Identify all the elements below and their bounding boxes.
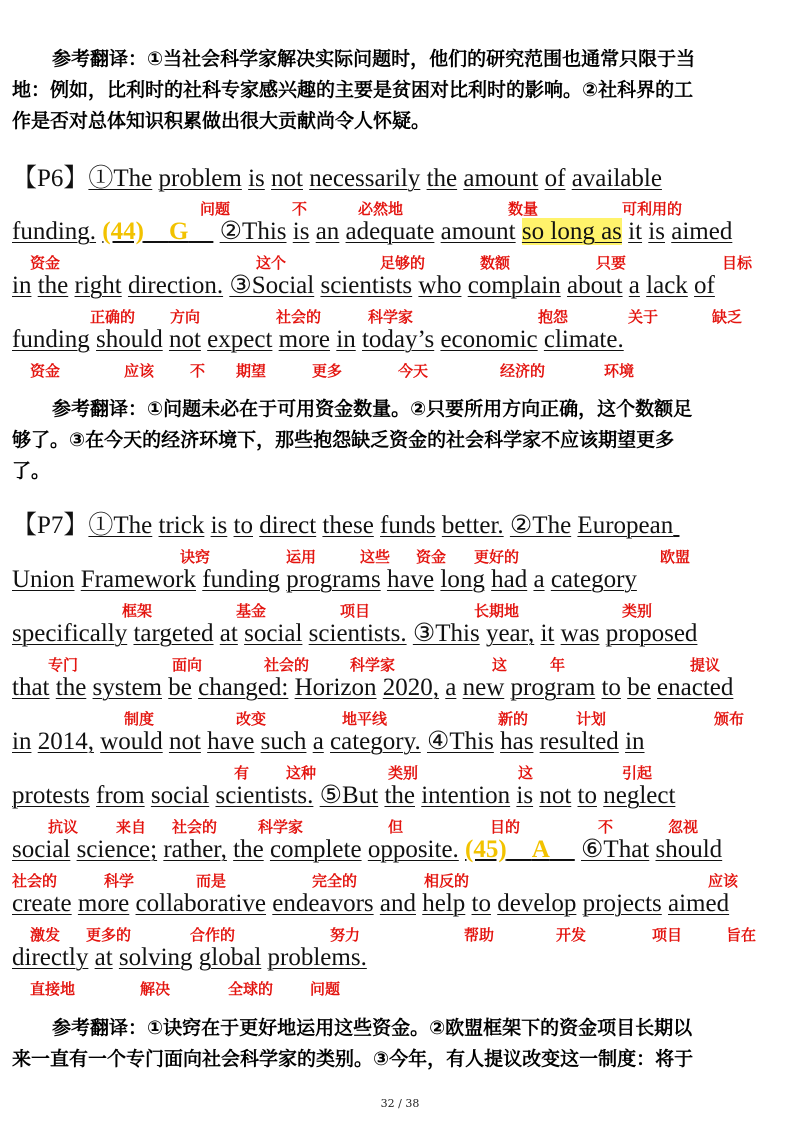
gloss-word: 应该 bbox=[124, 362, 155, 380]
gloss-word: 今天 bbox=[398, 362, 429, 380]
gloss-word: 欧盟 bbox=[660, 548, 691, 566]
gloss-word: 方向 bbox=[170, 308, 201, 326]
p7-line-4: that the system be changed: Horizon 2020, a new program to be enacted bbox=[12, 674, 734, 701]
gloss-word: 经济的 bbox=[500, 362, 546, 380]
gloss-word: 缺乏 bbox=[712, 308, 743, 326]
gloss-word: 引起 bbox=[622, 764, 653, 782]
gloss-word: 资金 bbox=[416, 548, 447, 566]
p7-line-9: directly at solving global problems. bbox=[12, 944, 367, 971]
gloss-word: 不 bbox=[292, 200, 308, 218]
gloss-word: 必然地 bbox=[358, 200, 404, 218]
page-number bbox=[0, 1097, 800, 1110]
p7-line-8: create more collaborative endeavors and help to develop projects aimed bbox=[12, 890, 730, 917]
p6-line-3: in the right direction. ③Social scientists who complain about a lack of bbox=[12, 272, 715, 299]
gloss-word: 抱怨 bbox=[538, 308, 569, 326]
gloss-word: 新的 bbox=[498, 710, 529, 728]
gloss-word: 应该 bbox=[708, 872, 739, 890]
gloss-word: 抗议 bbox=[48, 818, 79, 836]
gloss-word: 专门 bbox=[48, 656, 79, 674]
gloss-word: 这 bbox=[518, 764, 534, 782]
gloss-word: 社会的 bbox=[264, 656, 310, 674]
gloss-word: 问题 bbox=[310, 980, 341, 998]
gloss-word: 完全的 bbox=[312, 872, 358, 890]
gloss-word: 但 bbox=[388, 818, 404, 836]
gloss-word: 年 bbox=[550, 656, 566, 674]
gloss-word: 改变 bbox=[236, 710, 267, 728]
gloss-word: 全球的 bbox=[228, 980, 274, 998]
gloss-word: 忽视 bbox=[668, 818, 699, 836]
translation-line: 作是否对总体知识积累做出很大贡献尚令人怀疑。 bbox=[12, 110, 431, 132]
gloss-word: 颁布 bbox=[714, 710, 745, 728]
question-number: (44) bbox=[102, 218, 144, 245]
gloss-word: 目的 bbox=[490, 818, 521, 836]
gloss-word: 直接地 bbox=[30, 980, 76, 998]
translation-line: 参考翻译：①当社会科学家解决实际问题时，他们的研究范围也通常只限于当 bbox=[52, 48, 696, 70]
gloss-word: 这种 bbox=[286, 764, 317, 782]
gloss-word: 数量 bbox=[508, 200, 539, 218]
p7-line-1: 【P7】①The trick is to direct these funds better. ②The European bbox=[12, 512, 674, 539]
p7-line-5: in 2014, would not have such a category. ④This has resulted in bbox=[12, 728, 645, 755]
gloss-word: 合作的 bbox=[190, 926, 236, 944]
translation-line: 了。 bbox=[12, 460, 51, 482]
gloss-word: 这个 bbox=[256, 254, 287, 272]
gloss-word: 地平线 bbox=[342, 710, 388, 728]
gloss-word: 资金 bbox=[30, 254, 61, 272]
translation-line: 来一直有一个专门面向社会科学家的类别。③今年，有人提议改变这一制度：将于 bbox=[12, 1048, 694, 1070]
gloss-word: 目标 bbox=[722, 254, 753, 272]
gloss-word: 科学家 bbox=[368, 308, 414, 326]
p6-line-2: funding. (44) G ②This is an adequate amount so long as it is aimed bbox=[12, 218, 733, 245]
gloss-word: 基金 bbox=[236, 602, 267, 620]
gloss-word: 可利用的 bbox=[622, 200, 683, 218]
paragraph-marker: 【P6】 bbox=[12, 165, 89, 192]
total-pages: 38 bbox=[405, 1097, 420, 1110]
gloss-word: 社会的 bbox=[172, 818, 218, 836]
gloss-word: 项目 bbox=[652, 926, 683, 944]
gloss-word: 不 bbox=[190, 362, 206, 380]
gloss-word: 诀窍 bbox=[180, 548, 211, 566]
gloss-word: 社会的 bbox=[12, 872, 58, 890]
gloss-word: 旨在 bbox=[726, 926, 757, 944]
gloss-word: 科学 bbox=[104, 872, 135, 890]
gloss-word: 项目 bbox=[340, 602, 371, 620]
page-separator: / bbox=[398, 1097, 402, 1110]
gloss-word: 面向 bbox=[172, 656, 203, 674]
translation-line: 参考翻译：①诀窍在于更好地运用这些资金。②欧盟框架下的资金项目长期以 bbox=[52, 1017, 693, 1039]
paragraph-marker: 【P7】 bbox=[12, 512, 89, 539]
p6-line-1: 【P6】①The problem is not necessarily the amount of available bbox=[12, 165, 662, 192]
gloss-word: 这些 bbox=[360, 548, 391, 566]
question-number: (45) bbox=[465, 836, 507, 863]
translation-line: 地：例如，比利时的社科专家感兴趣的主要是贫困对比利时的影响。②社科界的工 bbox=[12, 79, 694, 101]
gloss-word: 关于 bbox=[628, 308, 659, 326]
gloss-word: 问题 bbox=[200, 200, 231, 218]
highlighted-phrase: so long as bbox=[521, 218, 622, 245]
gloss-word: 数额 bbox=[480, 254, 511, 272]
p7-line-2: Union Framework funding programs have long had a category bbox=[12, 566, 637, 593]
gloss-word: 计划 bbox=[576, 710, 607, 728]
gloss-word: 只要 bbox=[596, 254, 627, 272]
p6-line-4: funding should not expect more in today’s economic climate. bbox=[12, 326, 624, 353]
gloss-word: 类别 bbox=[622, 602, 653, 620]
gloss-word: 期望 bbox=[236, 362, 267, 380]
gloss-word: 运用 bbox=[286, 548, 317, 566]
gloss-word: 制度 bbox=[124, 710, 155, 728]
p7-line-6: protests from social scientists. ⑤But the intention is not to neglect bbox=[12, 782, 676, 809]
gloss-word: 更多的 bbox=[86, 926, 132, 944]
current-page: 32 bbox=[380, 1097, 395, 1110]
gloss-word: 来自 bbox=[116, 818, 147, 836]
answer-letter: G bbox=[168, 218, 189, 245]
translation-line: 够了。③在今天的经济环境下，那些抱怨缺乏资金的社会科学家不应该期望更多 bbox=[12, 429, 675, 451]
gloss-word: 正确的 bbox=[90, 308, 136, 326]
gloss-word: 更好的 bbox=[474, 548, 520, 566]
gloss-word: 环境 bbox=[604, 362, 635, 380]
p7-line-7: social science; rather, the complete opposite. (45) A ⑥That should bbox=[12, 836, 723, 863]
gloss-word: 资金 bbox=[30, 362, 61, 380]
gloss-word: 激发 bbox=[30, 926, 61, 944]
gloss-word: 科学家 bbox=[350, 656, 396, 674]
translation-block-3 bbox=[12, 1013, 788, 1075]
gloss-word: 科学家 bbox=[258, 818, 304, 836]
gloss-word: 这 bbox=[492, 656, 508, 674]
translation-block-2 bbox=[12, 394, 788, 487]
gloss-word: 足够的 bbox=[380, 254, 426, 272]
gloss-word: 相反的 bbox=[424, 872, 470, 890]
translation-block-1 bbox=[12, 44, 788, 137]
gloss-word: 提议 bbox=[690, 656, 721, 674]
gloss-word: 帮助 bbox=[464, 926, 495, 944]
gloss-word: 更多 bbox=[312, 362, 343, 380]
gloss-word: 努力 bbox=[330, 926, 361, 944]
gloss-word: 而是 bbox=[196, 872, 227, 890]
gloss-word: 解决 bbox=[140, 980, 171, 998]
gloss-word: 社会的 bbox=[276, 308, 322, 326]
gloss-word: 框架 bbox=[122, 602, 153, 620]
gloss-word: 有 bbox=[234, 764, 250, 782]
translation-line: 参考翻译：①问题未必在于可用资金数量。②只要所用方向正确，这个数额足 bbox=[52, 398, 693, 420]
gloss-word: 不 bbox=[598, 818, 614, 836]
p7-line-3: specifically targeted at social scientists. ③This year, it was proposed bbox=[12, 620, 698, 647]
gloss-word: 类别 bbox=[388, 764, 419, 782]
answer-letter: A bbox=[531, 836, 550, 863]
gloss-word: 长期地 bbox=[474, 602, 520, 620]
gloss-word: 开发 bbox=[556, 926, 587, 944]
